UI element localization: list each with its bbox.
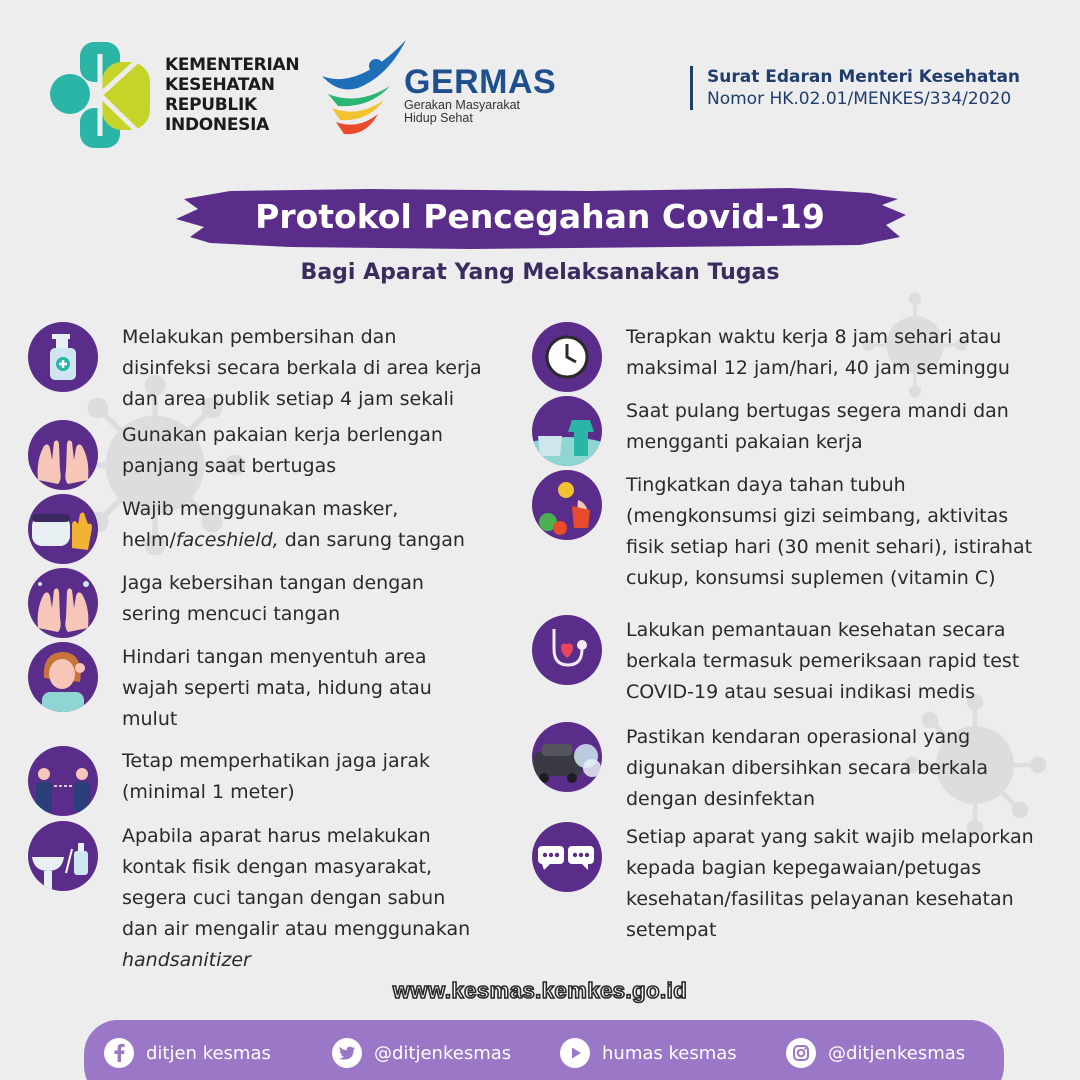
list-item xyxy=(532,822,1066,946)
social-label: humas kesmas xyxy=(602,1042,737,1064)
title-banner xyxy=(170,185,910,251)
social-twitter[interactable] xyxy=(332,1038,511,1068)
germas-tagline xyxy=(404,99,520,125)
hands-icon xyxy=(28,420,98,490)
distance-icon xyxy=(28,746,98,816)
item-text: Lakukan pemantauan kesehatan secara berkala termasuk pemeriksaan rapid test COVID-19 atau sesuai indikasi medis xyxy=(626,619,1020,703)
ministry-line: INDONESIA xyxy=(165,115,269,135)
item-text: Tingkatkan daya tahan tubuh (mengkonsumsi gizi seimbang, aktivitas fisik setiap hari (30 menit sehari), istirahat cukup, konsumsi suplemen (vitamin C) xyxy=(626,474,1033,589)
ministry-name xyxy=(165,55,299,135)
item-text-part: Wajib menggunakan masker, helm/ xyxy=(122,498,399,551)
face-touch-icon xyxy=(28,642,98,712)
ministry-line: REPUBLIK xyxy=(165,95,257,115)
list-item xyxy=(532,470,1066,594)
stethoscope-icon xyxy=(532,615,602,685)
hand-wash-icon xyxy=(28,568,98,638)
shower-clothes-icon xyxy=(532,396,602,466)
item-text: Melakukan pembersihan dan disinfeksi secara berkala di area kerja dan area publik setiap 4 jam sekali xyxy=(122,326,482,410)
item-text-italic: handsanitizer xyxy=(122,949,251,971)
page-subtitle: Bagi Aparat Yang Melaksanakan Tugas xyxy=(300,260,780,285)
sanitizer-bottle-icon xyxy=(28,322,98,392)
list-item xyxy=(28,494,522,564)
item-text-part: Apabila aparat harus melakukan kontak fisik dengan masyarakat, segera cuci tangan dengan sabun dan air mengalir atau menggunakan xyxy=(122,825,471,940)
item-text: Setiap aparat yang sakit wajib melaporkan kepada bagian kepegawaian/petugas kesehatan/fasilitas pelayanan kesehatan setempat xyxy=(626,826,1034,941)
circular-reference xyxy=(690,66,1020,110)
item-text xyxy=(122,821,522,976)
youtube-icon xyxy=(560,1038,590,1068)
instagram-icon xyxy=(786,1038,816,1068)
list-item xyxy=(28,568,522,638)
social-instagram[interactable] xyxy=(786,1038,965,1068)
germas-name: GERMAS xyxy=(404,63,557,101)
social-label: @ditjenkesmas xyxy=(374,1042,512,1064)
sink-sanitizer-icon xyxy=(28,821,98,891)
twitter-icon xyxy=(332,1038,362,1068)
list-item xyxy=(28,420,522,490)
kemenkes-logo-icon xyxy=(48,40,152,150)
social-facebook[interactable] xyxy=(104,1038,271,1068)
item-text: Tetap memperhatikan jaga jarak (minimal 1 meter) xyxy=(122,750,431,803)
chat-bubbles-icon xyxy=(532,822,602,892)
list-item xyxy=(28,821,522,976)
item-text-italic: faceshield, xyxy=(175,529,279,551)
ministry-line: KESEHATAN xyxy=(165,75,275,95)
mask-glove-icon xyxy=(28,494,98,564)
item-text: Gunakan pakaian kerja berlengan panjang saat bertugas xyxy=(122,424,443,477)
facebook-icon xyxy=(104,1038,134,1068)
germas-tagline-line: Hidup Sehat xyxy=(404,111,473,125)
circular-number: Nomor HK.02.01/MENKES/334/2020 xyxy=(707,89,1012,109)
car-disinfect-icon xyxy=(532,722,602,792)
list-item xyxy=(532,722,1066,815)
list-item xyxy=(28,746,522,816)
item-text: Hindari tangan menyentuh area wajah seperti mata, hidung atau mulut xyxy=(122,646,432,730)
item-text: Pastikan kendaran operasional yang digunakan dibersihkan secara berkala dengan desinfektan xyxy=(626,726,989,810)
item-text: Jaga kebersihan tangan dengan sering mencuci tangan xyxy=(122,572,424,625)
list-item xyxy=(28,642,522,735)
social-label: ditjen kesmas xyxy=(146,1042,271,1064)
list-item xyxy=(532,615,1066,708)
healthy-food-exercise-icon xyxy=(532,470,602,540)
ministry-line: KEMENTERIAN xyxy=(165,55,300,75)
item-text xyxy=(122,494,522,556)
social-youtube[interactable] xyxy=(560,1038,737,1068)
germas-logo-icon xyxy=(318,36,410,140)
social-label: @ditjenkesmas xyxy=(828,1042,966,1064)
website-link[interactable]: www.kesmas.kemkes.go.id xyxy=(392,978,688,1003)
circular-title: Surat Edaran Menteri Kesehatan xyxy=(707,67,1021,87)
list-item xyxy=(532,322,1066,392)
item-text: Saat pulang bertugas segera mandi dan mengganti pakaian kerja xyxy=(626,400,1009,453)
clock-icon xyxy=(532,322,602,392)
germas-tagline-line: Gerakan Masyarakat xyxy=(404,98,521,112)
page-title: Protokol Pencegahan Covid-19 xyxy=(255,197,825,236)
item-text-part: dan sarung tangan xyxy=(278,529,465,551)
item-text: Terapkan waktu kerja 8 jam sehari atau maksimal 12 jam/hari, 40 jam seminggu xyxy=(626,326,1010,379)
list-item xyxy=(28,322,522,415)
list-item xyxy=(532,396,1066,466)
